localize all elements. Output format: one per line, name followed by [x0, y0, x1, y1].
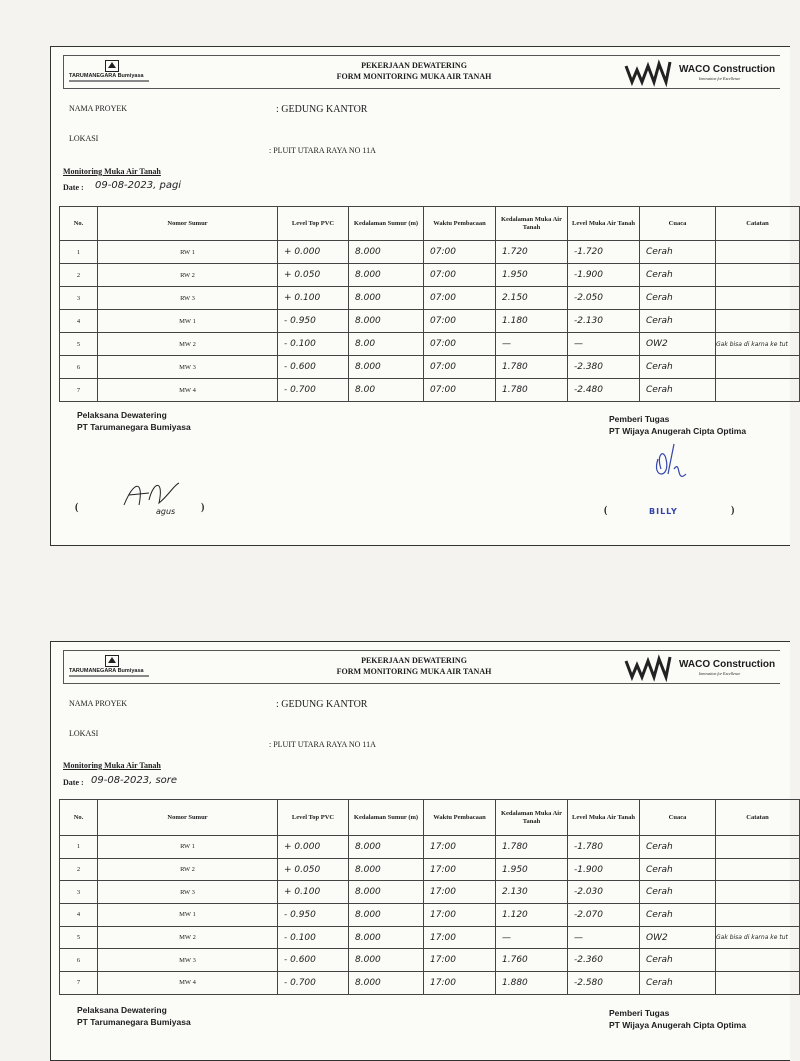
- cell-top: - 0.700: [278, 972, 349, 995]
- cell-cuaca: Cerah: [640, 881, 716, 904]
- cell-no: 6: [60, 356, 98, 379]
- cell-muka: 2.130: [496, 881, 568, 904]
- lokasi-label: LOKASI: [69, 134, 99, 143]
- cell-muka: 1.760: [496, 949, 568, 972]
- waco-name: WACO Construction: [679, 64, 776, 75]
- col-header-cuaca: Cuaca: [640, 207, 716, 241]
- right-sig-name: BILLY: [649, 507, 678, 516]
- cell-kedalaman: 8.000: [349, 356, 424, 379]
- date-label: Date :: [63, 778, 84, 787]
- col-header-kedalaman-muka: Kedalaman Muka Air Tanah: [496, 800, 568, 836]
- monitoring-form-afternoon: [50, 641, 790, 1061]
- cell-top: - 0.700: [278, 379, 349, 402]
- table-row: [60, 379, 800, 402]
- cell-sumur: MW 3: [98, 356, 278, 379]
- cell-waktu: 17:00: [424, 858, 496, 881]
- cell-top: - 0.100: [278, 333, 349, 356]
- cell-sumur: RW 2: [98, 264, 278, 287]
- right-signature-block: [609, 1007, 746, 1031]
- lokasi-value: : PLUIT UTARA RAYA NO 11A: [269, 146, 376, 155]
- cell-sumur: RW 1: [98, 241, 278, 264]
- cell-level: -1.900: [568, 858, 640, 881]
- waco-logo: [624, 60, 784, 86]
- cell-no: 3: [60, 881, 98, 904]
- cell-top: + 0.000: [278, 836, 349, 859]
- cell-waktu: 07:00: [424, 356, 496, 379]
- cell-cuaca: Cerah: [640, 904, 716, 927]
- logo-text: TARUMANEGARA Bumiyasa: [69, 668, 144, 674]
- cell-kedalaman: 8.000: [349, 310, 424, 333]
- nama-proyek-label: NAMA PROYEK: [69, 104, 128, 113]
- cell-top: - 0.600: [278, 949, 349, 972]
- col-header-level-top-pvc: Level Top PVC: [278, 800, 349, 836]
- left-sig-paren-open: (: [75, 502, 79, 513]
- col-header-nomor-sumur: Nomor Sumur: [98, 800, 278, 836]
- cell-catatan: [716, 241, 800, 264]
- cell-level: -2.580: [568, 972, 640, 995]
- title-line-1: PEKERJAAN DEWATERING: [361, 61, 467, 70]
- cell-waktu: 07:00: [424, 287, 496, 310]
- col-header-nomor-sumur: Nomor Sumur: [98, 207, 278, 241]
- cell-cuaca: Cerah: [640, 264, 716, 287]
- cell-muka: 1.780: [496, 356, 568, 379]
- col-header-no: No.: [60, 800, 98, 836]
- cell-kedalaman: 8.000: [349, 904, 424, 927]
- form-header: [63, 650, 780, 684]
- cell-catatan: [716, 356, 800, 379]
- cell-waktu: 17:00: [424, 926, 496, 949]
- table-row: [60, 836, 800, 859]
- cell-cuaca: Cerah: [640, 310, 716, 333]
- table-row: [60, 949, 800, 972]
- cell-sumur: MW 2: [98, 926, 278, 949]
- table-row: [60, 972, 800, 995]
- cell-catatan: Gak bisa di karna ke tut: [716, 926, 800, 949]
- waco-tagline: Innovation for Excellence: [699, 76, 741, 81]
- cell-muka: —: [496, 926, 568, 949]
- cell-waktu: 07:00: [424, 333, 496, 356]
- monitoring-form-morning: [50, 46, 790, 546]
- left-sig-title: Pelaksana Dewatering: [77, 410, 167, 420]
- lokasi-label: LOKASI: [69, 729, 99, 738]
- table-header-row: [60, 207, 800, 241]
- cell-level: —: [568, 333, 640, 356]
- left-sig-company: PT Tarumanegara Bumiyasa: [77, 1017, 191, 1027]
- table-header-row: [60, 800, 800, 836]
- cell-top: + 0.050: [278, 264, 349, 287]
- waco-name: WACO Construction: [679, 659, 776, 670]
- table-row: [60, 264, 800, 287]
- cell-cuaca: Cerah: [640, 287, 716, 310]
- cell-no: 1: [60, 836, 98, 859]
- cell-kedalaman: 8.000: [349, 949, 424, 972]
- date-value: 09-08-2023, pagi: [95, 180, 182, 191]
- cell-sumur: RW 3: [98, 881, 278, 904]
- col-header-kedalaman-muka: Kedalaman Muka Air Tanah: [496, 207, 568, 241]
- cell-muka: 1.950: [496, 858, 568, 881]
- logo-tagline-bar: [69, 80, 149, 82]
- right-signature-mark: [646, 439, 691, 489]
- nama-proyek-label: NAMA PROYEK: [69, 699, 128, 708]
- cell-waktu: 07:00: [424, 241, 496, 264]
- cell-kedalaman: 8.000: [349, 287, 424, 310]
- monitoring-table: [59, 799, 800, 995]
- cell-cuaca: Cerah: [640, 858, 716, 881]
- date-label: Date :: [63, 183, 84, 192]
- cell-level: -2.050: [568, 287, 640, 310]
- cell-no: 5: [60, 926, 98, 949]
- cell-muka: 1.780: [496, 379, 568, 402]
- table-row: [60, 333, 800, 356]
- col-header-kedalaman-sumur: Kedalaman Sumur (m): [349, 800, 424, 836]
- col-header-catatan: Catatan: [716, 207, 800, 241]
- cell-level: -1.780: [568, 836, 640, 859]
- cell-waktu: 17:00: [424, 881, 496, 904]
- logo-text: TARUMANEGARA Bumiyasa: [69, 73, 144, 79]
- cell-cuaca: OW2: [640, 926, 716, 949]
- cell-muka: 1.180: [496, 310, 568, 333]
- date-value: 09-08-2023, sore: [91, 775, 178, 786]
- title-line-1: PEKERJAAN DEWATERING: [361, 656, 467, 665]
- cell-no: 1: [60, 241, 98, 264]
- cell-catatan: [716, 264, 800, 287]
- title-line-2: FORM MONITORING MUKA AIR TANAH: [336, 667, 492, 676]
- table-row: [60, 356, 800, 379]
- cell-muka: 1.780: [496, 836, 568, 859]
- cell-catatan: [716, 972, 800, 995]
- cell-top: - 0.600: [278, 356, 349, 379]
- nama-proyek-value: : GEDUNG KANTOR: [276, 699, 368, 710]
- cell-sumur: RW 3: [98, 287, 278, 310]
- cell-no: 6: [60, 949, 98, 972]
- title-line-2: FORM MONITORING MUKA AIR TANAH: [336, 72, 492, 81]
- cell-kedalaman: 8.000: [349, 926, 424, 949]
- cell-muka: 2.150: [496, 287, 568, 310]
- right-sig-title: Pemberi Tugas: [609, 1008, 670, 1018]
- cell-no: 4: [60, 904, 98, 927]
- left-signature-block: [77, 409, 191, 433]
- waco-tagline: Innovation for Excellence: [699, 671, 741, 676]
- cell-no: 7: [60, 379, 98, 402]
- col-header-cuaca: Cuaca: [640, 800, 716, 836]
- cell-muka: 1.120: [496, 904, 568, 927]
- table-row: [60, 287, 800, 310]
- cell-cuaca: Cerah: [640, 241, 716, 264]
- cell-level: -1.720: [568, 241, 640, 264]
- cell-kedalaman: 8.00: [349, 333, 424, 356]
- cell-no: 3: [60, 287, 98, 310]
- right-sig-paren-close: ): [731, 505, 735, 516]
- col-header-no: No.: [60, 207, 98, 241]
- nama-proyek-value: : GEDUNG KANTOR: [276, 104, 368, 115]
- cell-no: 2: [60, 264, 98, 287]
- cell-muka: 1.880: [496, 972, 568, 995]
- cell-waktu: 17:00: [424, 904, 496, 927]
- cell-cuaca: Cerah: [640, 836, 716, 859]
- right-signature-block: [609, 413, 746, 437]
- cell-no: 7: [60, 972, 98, 995]
- table-row: [60, 858, 800, 881]
- cell-kedalaman: 8.000: [349, 241, 424, 264]
- cell-top: + 0.100: [278, 287, 349, 310]
- logo-tagline-bar: [69, 675, 149, 677]
- cell-cuaca: Cerah: [640, 949, 716, 972]
- cell-sumur: MW 1: [98, 310, 278, 333]
- cell-top: + 0.050: [278, 858, 349, 881]
- cell-kedalaman: 8.000: [349, 972, 424, 995]
- cell-level: -2.130: [568, 310, 640, 333]
- cell-sumur: MW 4: [98, 972, 278, 995]
- monitoring-table: [59, 206, 800, 402]
- section-title: Monitoring Muka Air Tanah: [63, 167, 161, 176]
- cell-kedalaman: 8.000: [349, 858, 424, 881]
- table-row: [60, 310, 800, 333]
- left-sig-paren-close: ): [201, 502, 205, 513]
- cell-level: -2.070: [568, 904, 640, 927]
- col-header-level-top-pvc: Level Top PVC: [278, 207, 349, 241]
- form-title: [264, 655, 564, 677]
- tarumanegara-logo-icon: [105, 60, 119, 72]
- waco-logo: [624, 655, 784, 681]
- col-header-level-muka: Level Muka Air Tanah: [568, 207, 640, 241]
- lokasi-value: : PLUIT UTARA RAYA NO 11A: [269, 740, 376, 749]
- cell-cuaca: OW2: [640, 333, 716, 356]
- cell-top: - 0.950: [278, 310, 349, 333]
- col-header-level-muka: Level Muka Air Tanah: [568, 800, 640, 836]
- left-signature-mark: [119, 475, 189, 515]
- cell-catatan: Gak bisa di karna ke tut: [716, 333, 800, 356]
- right-sig-title: Pemberi Tugas: [609, 414, 670, 424]
- cell-sumur: RW 2: [98, 858, 278, 881]
- form-title: [264, 60, 564, 82]
- waco-logo-icon: [624, 655, 676, 681]
- col-header-waktu: Waktu Pembacaan: [424, 800, 496, 836]
- cell-kedalaman: 8.00: [349, 379, 424, 402]
- left-sig-company: PT Tarumanegara Bumiyasa: [77, 422, 191, 432]
- col-header-kedalaman-sumur: Kedalaman Sumur (m): [349, 207, 424, 241]
- cell-waktu: 17:00: [424, 836, 496, 859]
- cell-no: 4: [60, 310, 98, 333]
- cell-muka: —: [496, 333, 568, 356]
- cell-waktu: 07:00: [424, 379, 496, 402]
- tarumanegara-logo: [69, 655, 155, 679]
- cell-waktu: 07:00: [424, 310, 496, 333]
- cell-sumur: RW 1: [98, 836, 278, 859]
- tarumanegara-logo: [69, 60, 155, 84]
- cell-level: —: [568, 926, 640, 949]
- cell-waktu: 17:00: [424, 949, 496, 972]
- section-title: Monitoring Muka Air Tanah: [63, 761, 161, 770]
- cell-catatan: [716, 287, 800, 310]
- cell-catatan: [716, 310, 800, 333]
- cell-catatan: [716, 379, 800, 402]
- cell-sumur: MW 4: [98, 379, 278, 402]
- cell-level: -2.380: [568, 356, 640, 379]
- tarumanegara-logo-icon: [105, 655, 119, 667]
- table-row: [60, 881, 800, 904]
- left-signature-block: [77, 1004, 191, 1028]
- table-row: [60, 904, 800, 927]
- cell-waktu: 17:00: [424, 972, 496, 995]
- cell-no: 5: [60, 333, 98, 356]
- cell-top: - 0.950: [278, 904, 349, 927]
- cell-catatan: [716, 881, 800, 904]
- cell-sumur: MW 3: [98, 949, 278, 972]
- cell-kedalaman: 8.000: [349, 836, 424, 859]
- cell-muka: 1.950: [496, 264, 568, 287]
- cell-level: -2.360: [568, 949, 640, 972]
- cell-top: + 0.100: [278, 881, 349, 904]
- cell-cuaca: Cerah: [640, 356, 716, 379]
- cell-catatan: [716, 858, 800, 881]
- cell-level: -2.030: [568, 881, 640, 904]
- cell-cuaca: Cerah: [640, 379, 716, 402]
- right-sig-company: PT Wijaya Anugerah Cipta Optima: [609, 426, 747, 436]
- waco-logo-icon: [624, 60, 676, 86]
- col-header-waktu: Waktu Pembacaan: [424, 207, 496, 241]
- cell-kedalaman: 8.000: [349, 881, 424, 904]
- cell-catatan: [716, 836, 800, 859]
- cell-top: - 0.100: [278, 926, 349, 949]
- cell-no: 2: [60, 858, 98, 881]
- cell-level: -2.480: [568, 379, 640, 402]
- right-sig-paren-open: (: [604, 505, 608, 516]
- left-sig-title: Pelaksana Dewatering: [77, 1005, 167, 1015]
- cell-cuaca: Cerah: [640, 972, 716, 995]
- cell-sumur: MW 2: [98, 333, 278, 356]
- cell-sumur: MW 1: [98, 904, 278, 927]
- col-header-catatan: Catatan: [716, 800, 800, 836]
- cell-kedalaman: 8.000: [349, 264, 424, 287]
- table-row: [60, 241, 800, 264]
- left-sig-name: agus: [156, 507, 176, 516]
- cell-waktu: 07:00: [424, 264, 496, 287]
- table-row: [60, 926, 800, 949]
- cell-level: -1.900: [568, 264, 640, 287]
- form-header: [63, 55, 780, 89]
- cell-muka: 1.720: [496, 241, 568, 264]
- cell-top: + 0.000: [278, 241, 349, 264]
- right-sig-company: PT Wijaya Anugerah Cipta Optima: [609, 1020, 747, 1030]
- cell-catatan: [716, 904, 800, 927]
- cell-catatan: [716, 949, 800, 972]
